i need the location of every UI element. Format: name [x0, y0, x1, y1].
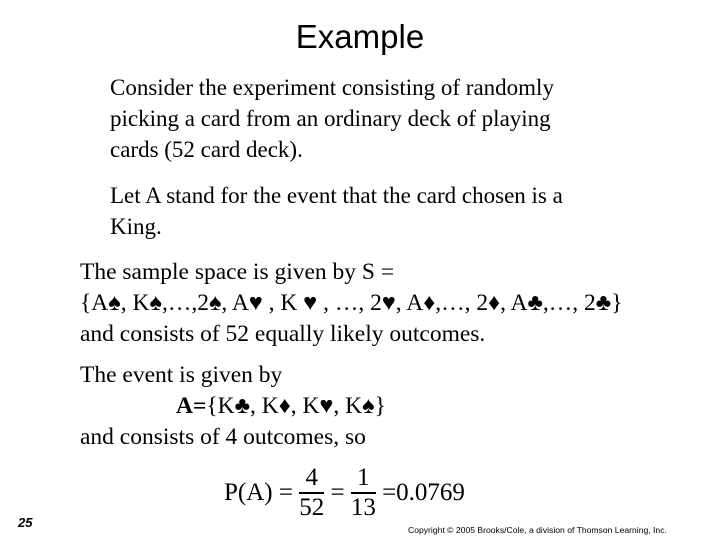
- formula-lhs: P(A) =: [224, 479, 293, 506]
- formula-equals: =: [330, 479, 345, 506]
- event-set-text: A={K♣, K♦, K♥, K♠}: [176, 393, 386, 419]
- text-line: cards (52 card deck).: [110, 137, 303, 162]
- text-line: The sample space is given by S =: [80, 259, 395, 285]
- event-outro: and consists of 4 outcomes, so: [80, 424, 366, 450]
- text-line: Let A stand for the event that the card chosen is a: [110, 183, 563, 208]
- paragraph-experiment: [110, 72, 554, 165]
- paragraph-event-definition: [110, 180, 563, 242]
- fraction-one-over-thirteen: [351, 464, 376, 522]
- fraction-numerator: 4: [299, 464, 324, 494]
- fraction-numerator: 1: [351, 464, 376, 494]
- slide-title: Example: [295, 18, 425, 55]
- sample-space-set: {A♠, K♠,…,2♠, A♥ , K ♥ , …, 2♥, A♦,…, 2♦, A♣,…, 2♣}: [80, 290, 623, 316]
- event-set: [176, 391, 386, 422]
- copyright-notice: Copyright © 2005 Brooks/Cole, a division of Thomson Learning, Inc.: [408, 525, 667, 535]
- fraction-denominator: 52: [299, 494, 325, 521]
- text-line: and consists of 52 equally likely outcomes.: [80, 321, 486, 347]
- probability-formula: [224, 464, 465, 522]
- text-line: Consider the experiment consisting of randomly: [110, 75, 554, 100]
- event-intro: The event is given by: [80, 362, 283, 388]
- sample-space-block: [80, 257, 623, 350]
- text-line: King.: [110, 214, 162, 239]
- page-number: 25: [18, 515, 33, 530]
- fraction-denominator: 13: [350, 494, 376, 521]
- text-line: picking a card from an ordinary deck of playing: [110, 106, 551, 131]
- fraction-four-over-fifty-two: [299, 464, 324, 522]
- formula-result: =0.0769: [382, 479, 465, 506]
